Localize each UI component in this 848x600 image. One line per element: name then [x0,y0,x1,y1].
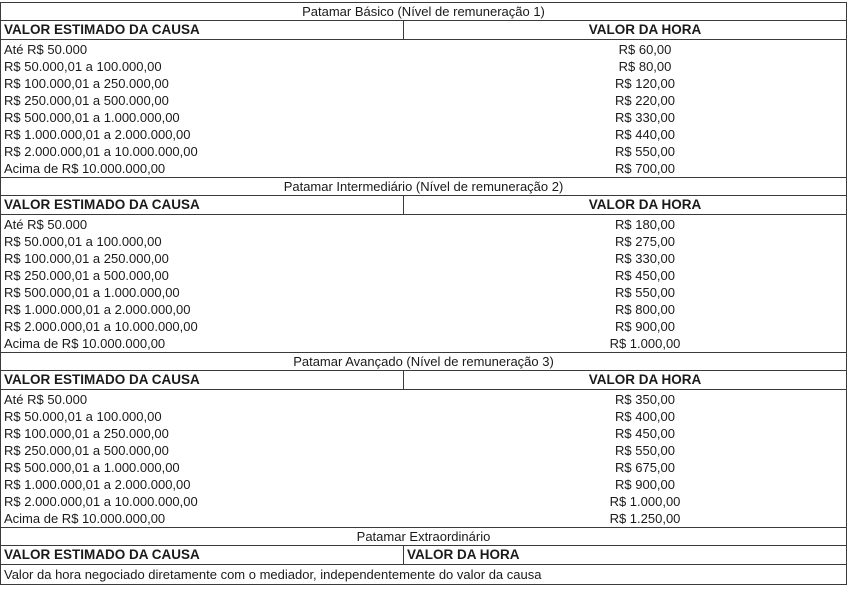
cause-cell: R$ 250.000,01 a 500.000,00 [4,443,169,458]
tier-rows [1,390,846,528]
header-row [1,21,846,40]
header-hour: VALOR DA HORA [407,547,520,562]
tier-rows [1,40,846,178]
table-row [1,160,846,177]
hour-cell: R$ 900,00 [615,477,675,492]
tier-title: Patamar Extraordinário [1,528,846,546]
hour-cell: R$ 550,00 [615,144,675,159]
header-hour: VALOR DA HORA [588,372,702,387]
hour-cell: R$ 450,00 [615,268,675,283]
cause-cell: R$ 1.000.000,01 a 2.000.000,00 [4,302,191,317]
table-row [1,250,846,267]
table-row [1,425,846,442]
table-row [1,126,846,143]
header-row [1,371,846,390]
hour-cell: R$ 120,00 [615,76,675,91]
hour-cell: R$ 80,00 [618,59,672,74]
table-row [1,75,846,92]
cause-cell: R$ 50.000,01 a 100.000,00 [4,59,162,74]
tier-basic [1,3,846,178]
table-row [1,58,846,75]
table-row [1,493,846,510]
header-cause: VALOR ESTIMADO DA CAUSA [1,196,404,214]
hour-cell: R$ 900,00 [615,319,675,334]
cause-cell: R$ 1.000.000,01 a 2.000.000,00 [4,477,191,492]
hour-cell: R$ 220,00 [615,93,675,108]
header-cause: VALOR ESTIMADO DA CAUSA [1,546,404,564]
table-row [1,335,846,352]
table-row [1,476,846,493]
cause-cell: R$ 100.000,01 a 250.000,00 [4,76,169,91]
hour-cell: R$ 275,00 [615,234,675,249]
table-row [1,143,846,160]
table-row [1,41,846,58]
cause-cell: Acima de R$ 10.000.000,00 [4,336,166,351]
table-row [1,301,846,318]
header-cause: VALOR ESTIMADO DA CAUSA [1,371,404,389]
tier-extraordinary [1,528,846,585]
table-row [1,442,846,459]
cause-cell: R$ 2.000.000,01 a 10.000.000,00 [4,144,198,159]
hour-cell: R$ 180,00 [615,217,675,232]
cause-cell: R$ 250.000,01 a 500.000,00 [4,93,169,108]
cause-cell: R$ 2.000.000,01 a 10.000.000,00 [4,319,198,334]
cause-cell: R$ 100.000,01 a 250.000,00 [4,251,169,266]
table-row [1,391,846,408]
hour-cell: R$ 1.250,00 [609,511,681,526]
cause-cell: R$ 2.000.000,01 a 10.000.000,00 [4,494,198,509]
table-row [1,233,846,250]
hour-cell: R$ 350,00 [615,392,675,407]
table-row [1,216,846,233]
cause-cell: R$ 50.000,01 a 100.000,00 [4,234,162,249]
cause-cell: R$ 250.000,01 a 500.000,00 [4,268,169,283]
hour-cell: R$ 440,00 [615,127,675,142]
table-row [1,109,846,126]
cause-cell: R$ 500.000,01 a 1.000.000,00 [4,460,180,475]
hour-cell: R$ 400,00 [615,409,675,424]
header-hour: VALOR DA HORA [588,22,702,37]
hour-cell: R$ 1.000,00 [609,336,681,351]
header-row [1,546,846,565]
hour-cell: R$ 60,00 [618,42,672,57]
fee-schedule-table [0,2,847,585]
hour-cell: R$ 330,00 [615,251,675,266]
hour-cell: R$ 450,00 [615,426,675,441]
table-row [1,459,846,476]
header-cause: VALOR ESTIMADO DA CAUSA [1,21,404,39]
tier-title: Patamar Básico (Nível de remuneração 1) [1,3,846,21]
tier-intermediate [1,178,846,353]
hour-cell: R$ 675,00 [615,460,675,475]
table-row [1,408,846,425]
cause-cell: R$ 500.000,01 a 1.000.000,00 [4,285,180,300]
extraordinary-note: Valor da hora negociado diretamente com o mediador, independentemente do valor da causa [1,565,846,585]
hour-cell: R$ 1.000,00 [609,494,681,509]
cause-cell: R$ 50.000,01 a 100.000,00 [4,409,162,424]
cause-cell: Acima de R$ 10.000.000,00 [4,511,166,526]
cause-cell: Até R$ 50.000 [4,42,88,57]
cause-cell: R$ 1.000.000,01 a 2.000.000,00 [4,127,191,142]
tier-title: Patamar Avançado (Nível de remuneração 3) [1,353,846,371]
table-row [1,267,846,284]
table-row [1,284,846,301]
table-row [1,510,846,527]
tier-rows [1,215,846,353]
table-row [1,92,846,109]
cause-cell: Acima de R$ 10.000.000,00 [4,161,166,176]
cause-cell: R$ 100.000,01 a 250.000,00 [4,426,169,441]
header-hour: VALOR DA HORA [588,197,702,212]
tier-advanced [1,353,846,528]
tier-title: Patamar Intermediário (Nível de remuneração 2) [1,178,846,196]
hour-cell: R$ 550,00 [615,285,675,300]
header-row [1,196,846,215]
cause-cell: Até R$ 50.000 [4,217,88,232]
hour-cell: R$ 550,00 [615,443,675,458]
cause-cell: R$ 500.000,01 a 1.000.000,00 [4,110,180,125]
hour-cell: R$ 330,00 [615,110,675,125]
hour-cell: R$ 800,00 [615,302,675,317]
cause-cell: Até R$ 50.000 [4,392,88,407]
hour-cell: R$ 700,00 [615,161,675,176]
table-row [1,318,846,335]
